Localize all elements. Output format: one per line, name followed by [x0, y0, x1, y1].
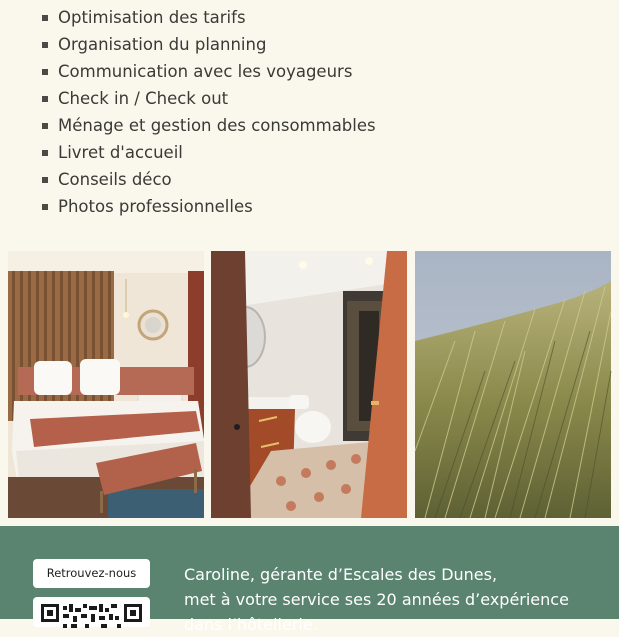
footer-intro-line: Caroline, gérante d’Escales des Dunes, [184, 565, 498, 584]
service-label: Ménage et gestion des consommables [58, 116, 376, 135]
dune-grass-photo [415, 251, 611, 518]
bullet-square-icon [42, 177, 48, 183]
service-label: Communication avec les voyageurs [58, 62, 353, 81]
list-item [0, 193, 619, 220]
bullet-square-icon [42, 42, 48, 48]
service-label: Conseils déco [58, 170, 172, 189]
footer-intro-text [184, 562, 604, 637]
bullet-square-icon [42, 96, 48, 102]
service-label: Photos professionnelles [58, 197, 253, 216]
qr-code[interactable] [33, 597, 150, 627]
service-label: Organisation du planning [58, 35, 267, 54]
bullet-square-icon [42, 15, 48, 21]
list-item [0, 4, 619, 31]
list-item [0, 31, 619, 58]
list-item [0, 166, 619, 193]
bedroom-photo [8, 251, 204, 518]
bullet-square-icon [42, 204, 48, 210]
bullet-square-icon [42, 69, 48, 75]
list-item [0, 58, 619, 85]
list-item [0, 139, 619, 166]
service-label: Livret d'accueil [58, 143, 183, 162]
footer-intro-line: met à votre service ses 20 années d’expérience [184, 590, 569, 609]
find-us-badge: Retrouvez-nous [33, 559, 150, 588]
bathroom-photo [211, 251, 407, 518]
footer-intro-line: dans l’hôtellerie. [184, 615, 318, 634]
footer [0, 526, 619, 634]
service-label: Optimisation des tarifs [58, 8, 246, 27]
service-label: Check in / Check out [58, 89, 229, 108]
list-item [0, 112, 619, 139]
list-item [0, 85, 619, 112]
qr-code-icon [41, 604, 142, 634]
bullet-square-icon [42, 123, 48, 129]
bullet-square-icon [42, 150, 48, 156]
services-list [0, 4, 619, 220]
